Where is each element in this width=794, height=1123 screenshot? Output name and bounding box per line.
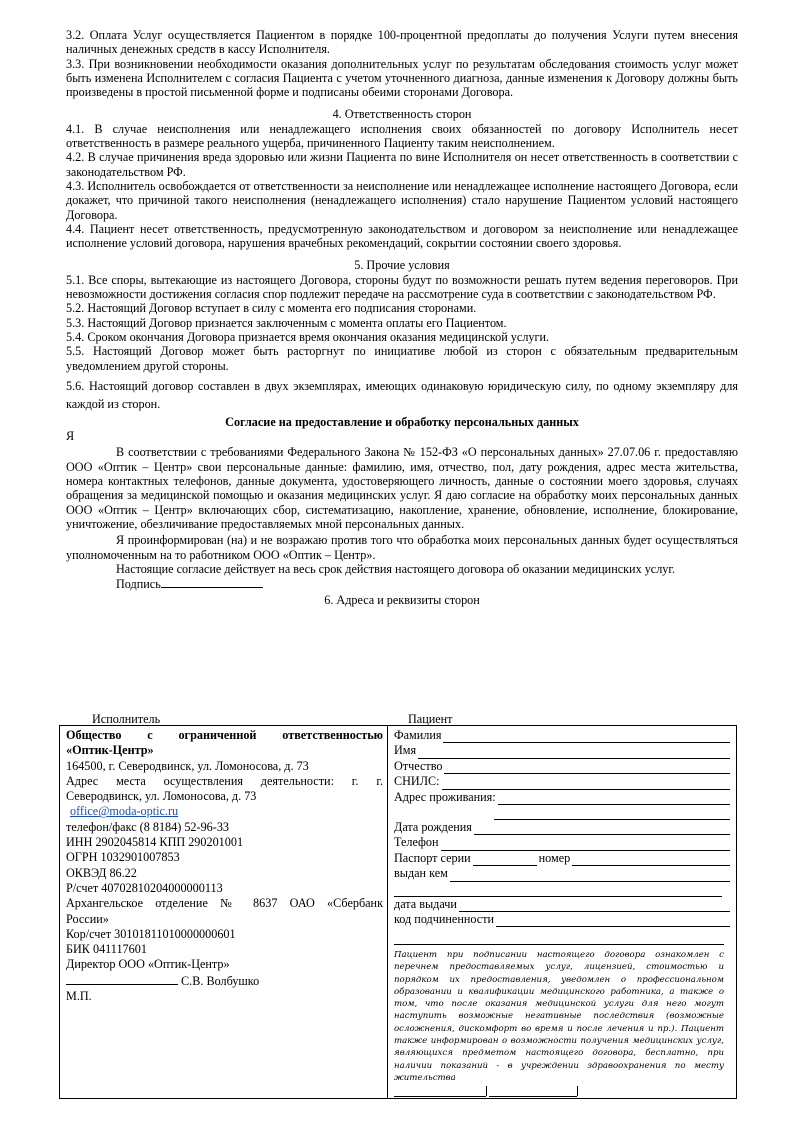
clause-5-2: 5.2. Настоящий Договор вступает в силу с момента его подписания сторонами. <box>66 301 477 316</box>
snils-label: СНИЛС: <box>394 774 440 789</box>
patient-address-field[interactable] <box>394 790 730 805</box>
consent-body-3: Настоящие согласие действует на весь срок действия настоящего договора об оказании медицинских услуг. <box>116 561 676 576</box>
note-text: Пациент при подписании настоящего договора ознакомлен с перечнем предоставляемых услуг, лицензией, стоимостью и порядком их предоставления, уведомлен о профессиональном образовании и квалификации медицинского работника, а также о том, что после оказания медицинской услуги для него могут наступить возможные негативные последствия (возможные осложнения, дискомфорт во время и после лечения и пр.). Пациент также информирован о возможности получения медицинских услуг, являющихся предметом настоящего договора, бесплатно, при наличии показаний - в учреждении здравоохранения по месту жительства <box>394 950 724 1083</box>
note-sign-line-2[interactable] <box>489 1086 577 1097</box>
clause-4-1: 4.1. В случае неисполнения или ненадлежащего исполнения своих обязанностей по договору Исполнитель несет ответственность в размере реального ущерба, причиненного Пациенту таким неисполнением. <box>66 121 738 151</box>
issued-by-label: выдан кем <box>394 866 448 881</box>
address-label: Адрес проживания: <box>394 789 496 804</box>
passport-series-line[interactable] <box>473 854 537 866</box>
note-sign-line-1[interactable] <box>394 1086 486 1097</box>
company-okved: ОКВЭД 86.22 <box>66 865 137 880</box>
signature-line[interactable] <box>161 576 263 588</box>
division-code-line[interactable] <box>496 915 730 927</box>
phone-label: Телефон <box>394 835 439 850</box>
passport-number-line[interactable] <box>572 854 730 866</box>
stamp-mark: М.П. <box>66 989 92 1004</box>
company-line1: Общество с ограниченной ответственностью <box>66 728 383 742</box>
patient-passport-field[interactable] <box>394 851 730 866</box>
patient-column <box>388 726 736 1098</box>
birthdate-line[interactable] <box>474 823 730 835</box>
patient-patronymic-field[interactable] <box>394 759 730 774</box>
passport-number-label: номер <box>538 850 571 865</box>
company-corr: Кор/счет 30101811010000000601 <box>66 926 236 941</box>
snils-line[interactable] <box>442 778 730 790</box>
patronymic-label: Отчество <box>394 758 443 773</box>
clause-5-3: 5.3. Настоящий Договор признается заключенным с момента оплаты его Пациентом. <box>66 315 507 330</box>
clause-5-6: 5.6. Настоящий договор составлен в двух экземплярах, имеющих одинаковую юридическую силу, по одному экземпляру для каждой из сторон. <box>66 378 738 411</box>
issued-by-line[interactable] <box>450 870 730 882</box>
patient-issued-by-field[interactable] <box>394 866 730 881</box>
patient-birthdate-field[interactable] <box>394 820 730 835</box>
company-name-line1 <box>66 728 383 743</box>
surname-line[interactable] <box>443 731 730 743</box>
contract-page <box>66 28 738 608</box>
section-4-title: 4. Ответственность сторон <box>332 107 472 122</box>
name-label: Имя <box>394 743 417 758</box>
clause-5-1: 5.1. Все споры, вытекающие из настоящего Договора, стороны будут по возможности решать путем ведения переговоров. При невозможности достижения согласия спор подлежит передаче на рассмотрение суда в соответствии с законодательством РФ. <box>66 272 738 302</box>
company-inn: ИНН 2902045814 КПП 290201001 <box>66 835 244 850</box>
patronymic-line[interactable] <box>444 762 730 774</box>
patient-issue-date-field[interactable] <box>394 897 730 912</box>
issued-by-line-2[interactable] <box>394 882 722 897</box>
birthdate-label: Дата рождения <box>394 820 472 835</box>
company-phone: телефон/факс (8 8184) 52-96-33 <box>66 819 230 834</box>
company-director: Директор ООО «Оптик-Центр» <box>66 957 230 972</box>
company-bank-2: России» <box>66 911 109 926</box>
company-address: 164500, г. Северодвинск, ул. Ломоносова, д. 73 <box>66 758 309 773</box>
consent-signature <box>66 576 738 591</box>
division-code-label: код подчиненности <box>394 912 495 926</box>
activity-address-2: Северодвинск, ул. Ломоносова, д. 73 <box>66 789 257 804</box>
clause-4-3: 4.3. Исполнитель освобождается от ответственности за неисполнение или ненадлежащее исполнение настоящего Договора, если докажет, что причиной такого неисполнения (ненадлежащего исполнения) стало нарушение Пациентом условий настоящего Договора. <box>66 178 738 222</box>
note-sign-lines <box>394 1086 724 1097</box>
section-6-title: 6. Адреса и реквизиты сторон <box>324 593 480 608</box>
director-sign-line[interactable] <box>66 973 178 985</box>
signature-label: Подпись <box>116 577 161 592</box>
surname-label: Фамилия <box>394 728 442 743</box>
consent-body-1: В соответствии с требованиями Федерального Закона № 152-ФЗ «О персональных данных» 27.07.06 г. предоставляю ООО «Оптик – Центр» свои персональные данные: фамилию, имя, отчество, пол, дату рождения, адрес места жительства, номера контактных телефонов, данные документа, удостоверяющего личность, данные о состоянии моего здоровья, случаях обращения за медицинской помощью и оказания медицинских услуг. Я даю согласие на обработку моих персональных данных ООО «Оптик – Центр» включающих сбор, систематизацию, накопление, хранение, обновление, исполнение, блокирование, уничтожение, обезличивание предоставляемых мной персональных данных. <box>66 445 738 531</box>
consent-ya: Я <box>66 429 75 444</box>
clause-4-2: 4.2. В случае причинения вреда здоровью или жизни Пациента по вине Исполнителя он несет ответственность в соответствии с законодательством РФ. <box>66 150 738 179</box>
patient-snils-field[interactable] <box>394 774 730 789</box>
executor-column <box>60 726 388 1098</box>
consent-title: Согласие на предоставление и обработку персональных данных <box>225 414 579 429</box>
company-bank-1: Архангельское отделение № 8637 ОАО «Сбербанк <box>66 896 383 911</box>
requisites-table <box>59 725 737 1099</box>
issue-date-line[interactable] <box>459 900 730 912</box>
phone-line[interactable] <box>441 839 730 851</box>
activity-address-1: Адрес места осуществления деятельности: г. г. <box>66 773 383 788</box>
address-line[interactable] <box>498 793 730 805</box>
company-ogrn: ОГРН 1032901007853 <box>66 850 180 865</box>
company-name-line2: «Оптик-Центр» <box>66 743 154 758</box>
patient-name-field[interactable] <box>394 743 730 758</box>
address-line-2[interactable] <box>494 805 730 820</box>
clause-5-5: 5.5. Настоящий Договор может быть расторгнут по инициативе любой из сторон с обязательным предварительным уведомлением другой стороны. <box>66 344 738 373</box>
patient-phone-field[interactable] <box>394 835 730 850</box>
patient-division-code-field[interactable] <box>394 912 730 927</box>
executor-header: Исполнитель <box>92 712 161 726</box>
clause-3-2: 3.2. Оплата Услуг осуществляется Пациентом в порядке 100-процентной предоплаты до получения Услуги путем внесения наличных денежных средств в кассу Исполнителя. <box>66 28 738 57</box>
patient-acknowledgement-note <box>394 944 724 1097</box>
issue-date-label: дата выдачи <box>394 896 457 911</box>
clause-4-4: 4.4. Пациент несет ответственность, предусмотренную законодательством и договором за неисполнение или ненадлежащее исполнение условий договора, нарушения врачебных рекомендаций, сокрытии состоянии своего здоровья. <box>66 221 738 251</box>
company-bik: БИК 041117601 <box>66 942 147 957</box>
consent-body-2: Я проинформирован (на) и не возражаю против того что обработка моих персональных данных будет осуществляться уполномоченным на то работником ООО «Оптик – Центр». <box>66 533 738 562</box>
patient-header: Пациент <box>408 712 453 726</box>
patient-surname-field[interactable] <box>394 728 730 743</box>
section-5-title: 5. Прочие условия <box>354 258 450 273</box>
company-account: Р/счет 40702810204000000113 <box>66 880 223 895</box>
passport-series-label: Паспорт серии <box>394 850 471 865</box>
director-name: С.В. Волбушко <box>181 973 260 988</box>
clause-3-3: 3.3. При возникновении необходимости оказания дополнительных услуг по результатам обследования стоимость услуг может быть изменена Исполнителем с согласия Пациента с учетом уточненного диагноза, данные изменения к Договору должны быть произведены в простой письменной форме и подписаны обеими сторонами Договора. <box>66 56 738 100</box>
email-link[interactable]: office@moda-optic.ru <box>70 804 179 819</box>
director-signature <box>66 973 383 989</box>
name-line[interactable] <box>418 747 730 759</box>
clause-5-4: 5.4. Сроком окончания Договора признается время окончания оказания медицинской услуги. <box>66 329 550 344</box>
